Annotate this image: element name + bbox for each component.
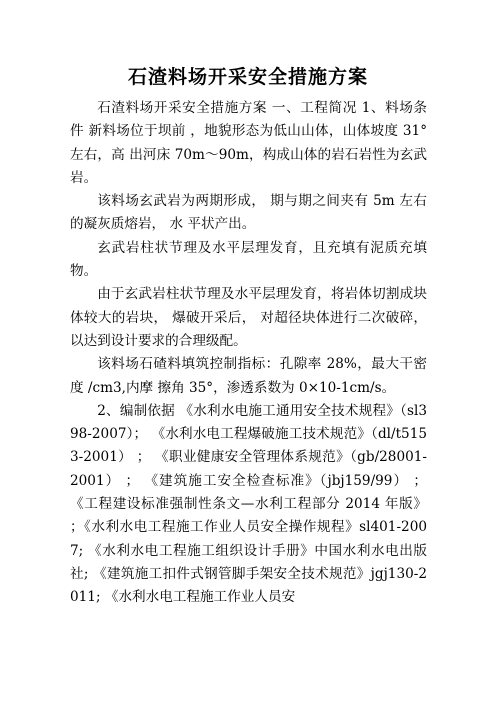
paragraph: 该料场玄武岩为两期形成， 期与期之间夹有 5m 左右的凝灰质熔岩， 水 平状产出。: [70, 193, 427, 233]
paragraph: 由于玄武岩柱状节理及水平层理发育，将岩体切割成块体较大的岩块， 爆破开采后， 对超径块体进行二次破碎，以达到设计要求的合理级配。: [70, 286, 427, 349]
paragraph: 石渣料场开采安全措施方案 一、工程简况 1、料场条件 新料场位于坝前 ，地貌形态为低山山体，山体坡度 31°左右，高 出河床 70m～90m，构成山体的岩石岩性为玄武岩。: [70, 100, 427, 186]
document-title: 石渣料场开采安全措施方案: [127, 66, 368, 88]
document-body: [70, 97, 427, 610]
paragraph: 该料场石碴料填筑控制指标：孔隙率 28%，最大干密度 /cm3,内摩 擦角 35°，渗透系数为 0×10-1cm/s。: [70, 356, 427, 396]
paragraph: 2、编制依据 《水利水电施工通用安全技术规程》（sl398-2007）； 《水利水电工程爆破施工技术规范》（dl/t5153-2001） ； 《职业健康安全管理体系规范》（gb/28001-2001） ； 《建筑施工安全检查标准》（jbj159/99） ；《工程建设标准强制性条文—水利工程部分 2014 年版》 ；《水利水电工程施工作业人员安全操作规程》sl401-2007; 《水利水电工程施工组织设计手册》中国水利水电出版社; 《建筑施工扣件式钢管脚手架安全技术规范》jgj130-2011; 《水利水电工程施工作业人员安: [70, 402, 427, 606]
paragraph: 玄武岩柱状节理及水平层理发育，且充填有泥质充填物。: [70, 239, 427, 280]
